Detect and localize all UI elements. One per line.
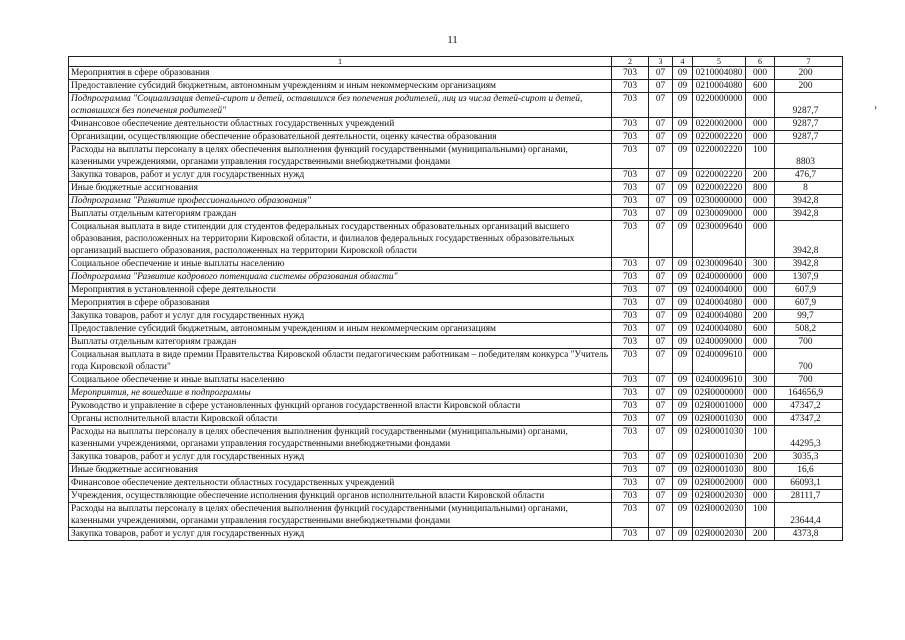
margin-mark: › [874, 102, 877, 112]
amount: 200 [775, 67, 843, 80]
section-code: 07 [649, 374, 673, 387]
ministry-code: 703 [612, 221, 649, 258]
row-name: Организации, осуществляющие обеспечение образовательной деятельности, оценку качества образования [69, 131, 612, 144]
row-name: Подпрограмма "Социализация детей-сирот и детей, оставшихся без попечения родителей, лиц из числа детей-сирот и детей, оставшихся без попечения родителей" [69, 93, 612, 118]
ministry-code: 703 [612, 336, 649, 349]
subsection-code: 09 [673, 182, 693, 195]
amount: 9287,7 [775, 131, 843, 144]
table-row [69, 349, 843, 374]
ministry-code: 703 [612, 528, 649, 541]
section-code: 07 [649, 131, 673, 144]
column-number-row [69, 57, 843, 67]
subsection-code: 09 [673, 297, 693, 310]
section-code: 07 [649, 400, 673, 413]
table-row [69, 503, 843, 528]
target-item-code: 0220002000 [693, 118, 746, 131]
column-number: 3 [649, 57, 673, 67]
target-item-code: 02Я0002030 [693, 528, 746, 541]
table-row [69, 182, 843, 195]
expense-type-code: 000 [746, 387, 775, 400]
table-row [69, 131, 843, 144]
expense-type-code: 000 [746, 413, 775, 426]
ministry-code: 703 [612, 271, 649, 284]
table-row [69, 336, 843, 349]
amount: 9287,7 [775, 118, 843, 131]
row-name: Закупка товаров, работ и услуг для государственных нужд [69, 528, 612, 541]
target-item-code: 0230009640 [693, 221, 746, 258]
table-row [69, 67, 843, 80]
expense-type-code: 800 [746, 464, 775, 477]
section-code: 07 [649, 336, 673, 349]
section-code: 07 [649, 490, 673, 503]
ministry-code: 703 [612, 387, 649, 400]
amount: 23644,4 [775, 503, 843, 528]
table-row [69, 297, 843, 310]
subsection-code: 09 [673, 310, 693, 323]
amount: 700 [775, 374, 843, 387]
subsection-code: 09 [673, 284, 693, 297]
row-name: Мероприятия в сфере образования [69, 297, 612, 310]
ministry-code: 703 [612, 477, 649, 490]
ministry-code: 703 [612, 118, 649, 131]
section-code: 07 [649, 221, 673, 258]
ministry-code: 703 [612, 297, 649, 310]
section-code: 07 [649, 284, 673, 297]
section-code: 07 [649, 67, 673, 80]
section-code: 07 [649, 451, 673, 464]
table-row [69, 464, 843, 477]
ministry-code: 703 [612, 323, 649, 336]
table-row [69, 477, 843, 490]
expense-type-code: 200 [746, 528, 775, 541]
ministry-code: 703 [612, 451, 649, 464]
column-number: 4 [673, 57, 693, 67]
table-row [69, 208, 843, 221]
table-row [69, 93, 843, 118]
subsection-code: 09 [673, 80, 693, 93]
subsection-code: 09 [673, 221, 693, 258]
ministry-code: 703 [612, 195, 649, 208]
amount: 66093,1 [775, 477, 843, 490]
expense-type-code: 000 [746, 349, 775, 374]
row-name: Выплаты отдельным категориям граждан [69, 208, 612, 221]
subsection-code: 09 [673, 208, 693, 221]
ministry-code: 703 [612, 490, 649, 503]
target-item-code: 0240009000 [693, 336, 746, 349]
ministry-code: 703 [612, 464, 649, 477]
target-item-code: 0220000000 [693, 93, 746, 118]
target-item-code: 02Я0001030 [693, 464, 746, 477]
section-code: 07 [649, 271, 673, 284]
budget-table [68, 56, 843, 541]
ministry-code: 703 [612, 284, 649, 297]
ministry-code: 703 [612, 413, 649, 426]
amount: 3035,3 [775, 451, 843, 464]
subsection-code: 09 [673, 169, 693, 182]
section-code: 07 [649, 118, 673, 131]
target-item-code: 02Я0002000 [693, 477, 746, 490]
section-code: 07 [649, 93, 673, 118]
section-code: 07 [649, 310, 673, 323]
subsection-code: 09 [673, 374, 693, 387]
target-item-code: 0240000000 [693, 271, 746, 284]
ministry-code: 703 [612, 258, 649, 271]
row-name: Руководство и управление в сфере установленных функций органов государственной власти Кировской области [69, 400, 612, 413]
ministry-code: 703 [612, 426, 649, 451]
row-name: Выплаты отдельным категориям граждан [69, 336, 612, 349]
expense-type-code: 000 [746, 118, 775, 131]
target-item-code: 0230000000 [693, 195, 746, 208]
expense-type-code: 000 [746, 297, 775, 310]
column-number: 7 [775, 57, 843, 67]
row-name: Социальная выплата в виде стипендии для студентов федеральных государственных образовательных организаций высшего образования, расположенных на территории Кировской области, и филиалов федеральных государственных образовательных организаций высшего образования, расположенных на территории Кировской области [69, 221, 612, 258]
subsection-code: 09 [673, 451, 693, 464]
target-item-code: 0230009640 [693, 258, 746, 271]
section-code: 07 [649, 208, 673, 221]
expense-type-code: 100 [746, 426, 775, 451]
section-code: 07 [649, 464, 673, 477]
subsection-code: 09 [673, 144, 693, 169]
expense-type-code: 000 [746, 67, 775, 80]
table-row [69, 490, 843, 503]
subsection-code: 09 [673, 400, 693, 413]
amount: 164656,9 [775, 387, 843, 400]
amount: 47347,2 [775, 400, 843, 413]
page-number: 11 [447, 34, 458, 46]
section-code: 07 [649, 503, 673, 528]
column-number: 2 [612, 57, 649, 67]
amount: 3942,8 [775, 208, 843, 221]
target-item-code: 0220002220 [693, 131, 746, 144]
table-row [69, 221, 843, 258]
row-name: Социальное обеспечение и иные выплаты населению [69, 374, 612, 387]
row-name: Социальное обеспечение и иные выплаты населению [69, 258, 612, 271]
table-row [69, 374, 843, 387]
amount: 3942,8 [775, 221, 843, 258]
amount: 16,6 [775, 464, 843, 477]
subsection-code: 09 [673, 413, 693, 426]
target-item-code: 02Я0002030 [693, 490, 746, 503]
expense-type-code: 000 [746, 284, 775, 297]
row-name: Закупка товаров, работ и услуг для государственных нужд [69, 310, 612, 323]
target-item-code: 0220002220 [693, 169, 746, 182]
table-row [69, 258, 843, 271]
subsection-code: 09 [673, 464, 693, 477]
amount: 1307,9 [775, 271, 843, 284]
row-name: Подпрограмма "Развитие кадрового потенциала системы образования области" [69, 271, 612, 284]
amount: 8 [775, 182, 843, 195]
subsection-code: 09 [673, 528, 693, 541]
table-row [69, 528, 843, 541]
row-name: Финансовое обеспечение деятельности областных государственных учреждений [69, 118, 612, 131]
table-row [69, 310, 843, 323]
row-name: Расходы на выплаты персоналу в целях обеспечения выполнения функций государственными (муниципальными) органами, казенными учреждениями, органами управления государственными внебюджетными фондами [69, 426, 612, 451]
amount: 508,2 [775, 323, 843, 336]
amount: 28111,7 [775, 490, 843, 503]
target-item-code: 0240009610 [693, 349, 746, 374]
target-item-code: 02Я0001000 [693, 400, 746, 413]
expense-type-code: 000 [746, 271, 775, 284]
row-name: Иные бюджетные ассигнования [69, 182, 612, 195]
subsection-code: 09 [673, 426, 693, 451]
subsection-code: 09 [673, 118, 693, 131]
target-item-code: 0240004000 [693, 284, 746, 297]
subsection-code: 09 [673, 131, 693, 144]
ministry-code: 703 [612, 93, 649, 118]
target-item-code: 02Я0000000 [693, 387, 746, 400]
table-row [69, 271, 843, 284]
subsection-code: 09 [673, 195, 693, 208]
section-code: 07 [649, 426, 673, 451]
expense-type-code: 000 [746, 221, 775, 258]
amount: 4373,8 [775, 528, 843, 541]
expense-type-code: 300 [746, 374, 775, 387]
row-name: Расходы на выплаты персоналу в целях обеспечения выполнения функций государственными (муниципальными) органами, казенными учреждениями, органами управления государственными внебюджетными фондами [69, 503, 612, 528]
subsection-code: 09 [673, 477, 693, 490]
section-code: 07 [649, 195, 673, 208]
expense-type-code: 000 [746, 477, 775, 490]
ministry-code: 703 [612, 208, 649, 221]
amount: 99,7 [775, 310, 843, 323]
expense-type-code: 000 [746, 93, 775, 118]
subsection-code: 09 [673, 323, 693, 336]
row-name: Социальная выплата в виде премии Правительства Кировской области педагогическим работникам – победителям конкурса "Учитель года Кировской области" [69, 349, 612, 374]
ministry-code: 703 [612, 182, 649, 195]
expense-type-code: 000 [746, 490, 775, 503]
target-item-code: 0220002220 [693, 182, 746, 195]
section-code: 07 [649, 258, 673, 271]
table-row [69, 195, 843, 208]
target-item-code: 0240004080 [693, 310, 746, 323]
subsection-code: 09 [673, 490, 693, 503]
column-number: 1 [69, 57, 612, 67]
amount: 200 [775, 80, 843, 93]
subsection-code: 09 [673, 349, 693, 374]
section-code: 07 [649, 477, 673, 490]
amount: 47347,2 [775, 413, 843, 426]
target-item-code: 0230009000 [693, 208, 746, 221]
table-row [69, 323, 843, 336]
expense-type-code: 300 [746, 258, 775, 271]
row-name: Подпрограмма "Развитие профессионального образования" [69, 195, 612, 208]
subsection-code: 09 [673, 93, 693, 118]
section-code: 07 [649, 182, 673, 195]
expense-type-code: 800 [746, 182, 775, 195]
ministry-code: 703 [612, 67, 649, 80]
expense-type-code: 100 [746, 503, 775, 528]
target-item-code: 02Я0001030 [693, 426, 746, 451]
subsection-code: 09 [673, 271, 693, 284]
ministry-code: 703 [612, 400, 649, 413]
table-row [69, 426, 843, 451]
amount: 607,9 [775, 297, 843, 310]
column-number: 5 [693, 57, 746, 67]
table-row [69, 387, 843, 400]
ministry-code: 703 [612, 144, 649, 169]
expense-type-code: 600 [746, 80, 775, 93]
expense-type-code: 000 [746, 208, 775, 221]
row-name: Финансовое обеспечение деятельности областных государственных учреждений [69, 477, 612, 490]
section-code: 07 [649, 80, 673, 93]
expense-type-code: 200 [746, 451, 775, 464]
target-item-code: 0240004080 [693, 297, 746, 310]
row-name: Учреждения, осуществляющие обеспечение исполнения функций органов исполнительной власти Кировской области [69, 490, 612, 503]
amount: 476,7 [775, 169, 843, 182]
subsection-code: 09 [673, 387, 693, 400]
section-code: 07 [649, 413, 673, 426]
table-row [69, 169, 843, 182]
table-row [69, 284, 843, 297]
amount: 3942,8 [775, 258, 843, 271]
amount: 700 [775, 336, 843, 349]
target-item-code: 0220002220 [693, 144, 746, 169]
table-body [69, 57, 843, 541]
expense-type-code: 000 [746, 195, 775, 208]
subsection-code: 09 [673, 258, 693, 271]
table-row [69, 80, 843, 93]
target-item-code: 02Я0001030 [693, 451, 746, 464]
expense-type-code: 000 [746, 336, 775, 349]
expense-type-code: 000 [746, 400, 775, 413]
target-item-code: 02Я0002030 [693, 503, 746, 528]
expense-type-code: 000 [746, 131, 775, 144]
row-name: Закупка товаров, работ и услуг для государственных нужд [69, 169, 612, 182]
table-row [69, 144, 843, 169]
amount: 9287,7 [775, 93, 843, 118]
subsection-code: 09 [673, 67, 693, 80]
table-row [69, 413, 843, 426]
amount: 3942,8 [775, 195, 843, 208]
ministry-code: 703 [612, 169, 649, 182]
row-name: Мероприятия в установленной сфере деятельности [69, 284, 612, 297]
table-row [69, 451, 843, 464]
column-number: 6 [746, 57, 775, 67]
row-name: Мероприятия в сфере образования [69, 67, 612, 80]
expense-type-code: 600 [746, 323, 775, 336]
target-item-code: 0210004080 [693, 67, 746, 80]
table-row [69, 118, 843, 131]
ministry-code: 703 [612, 349, 649, 374]
expense-type-code: 100 [746, 144, 775, 169]
ministry-code: 703 [612, 131, 649, 144]
amount: 607,9 [775, 284, 843, 297]
ministry-code: 703 [612, 503, 649, 528]
section-code: 07 [649, 144, 673, 169]
section-code: 07 [649, 169, 673, 182]
amount: 8803 [775, 144, 843, 169]
target-item-code: 0210004080 [693, 80, 746, 93]
section-code: 07 [649, 323, 673, 336]
section-code: 07 [649, 297, 673, 310]
subsection-code: 09 [673, 503, 693, 528]
row-name: Органы исполнительной власти Кировской области [69, 413, 612, 426]
target-item-code: 0240009610 [693, 374, 746, 387]
row-name: Иные бюджетные ассигнования [69, 464, 612, 477]
table-row [69, 400, 843, 413]
subsection-code: 09 [673, 336, 693, 349]
section-code: 07 [649, 528, 673, 541]
section-code: 07 [649, 387, 673, 400]
ministry-code: 703 [612, 374, 649, 387]
row-name: Предоставление субсидий бюджетным, автономным учреждениям и иным некоммерческим организациям [69, 80, 612, 93]
amount: 700 [775, 349, 843, 374]
row-name: Закупка товаров, работ и услуг для государственных нужд [69, 451, 612, 464]
row-name: Расходы на выплаты персоналу в целях обеспечения выполнения функций государственными (муниципальными) органами, казенными учреждениями, органами управления государственными внебюджетными фондами [69, 144, 612, 169]
target-item-code: 0240004080 [693, 323, 746, 336]
target-item-code: 02Я0001030 [693, 413, 746, 426]
row-name: Предоставление субсидий бюджетным, автономным учреждениям и иным некоммерческим организациям [69, 323, 612, 336]
expense-type-code: 200 [746, 169, 775, 182]
ministry-code: 703 [612, 310, 649, 323]
expense-type-code: 200 [746, 310, 775, 323]
amount: 44295,3 [775, 426, 843, 451]
section-code: 07 [649, 349, 673, 374]
row-name: Мероприятия, не вошедшие в подпрограммы [69, 387, 612, 400]
ministry-code: 703 [612, 80, 649, 93]
